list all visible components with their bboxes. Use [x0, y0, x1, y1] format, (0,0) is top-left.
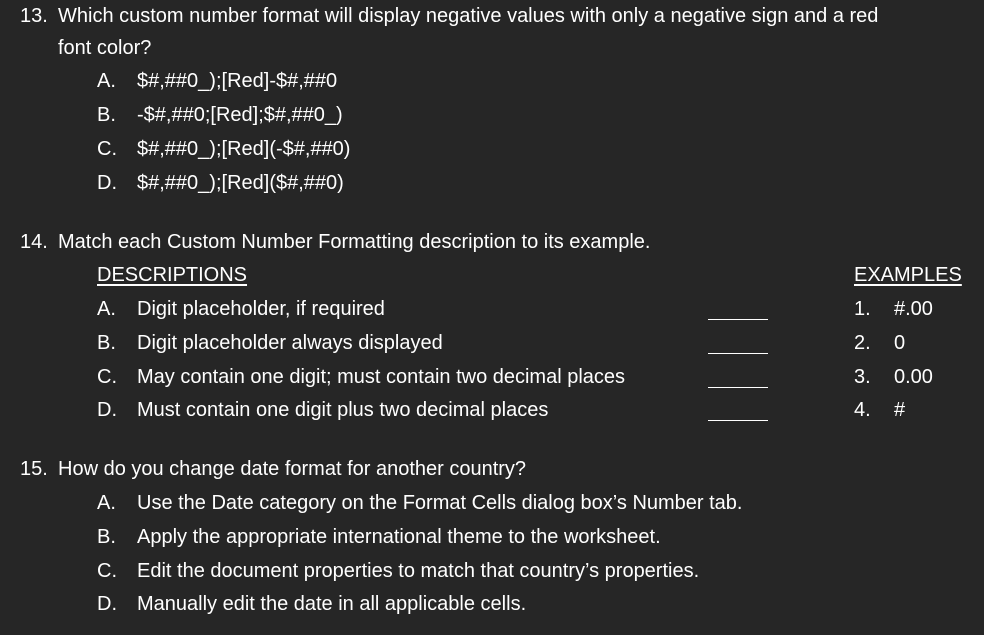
answer-blank-b[interactable] — [708, 353, 768, 354]
description-text: Digit placeholder always displayed — [137, 332, 443, 354]
option-letter: B. — [97, 526, 116, 548]
q15-option-b — [97, 524, 661, 550]
answer-blank-c[interactable] — [708, 387, 768, 388]
example-number: 4. — [854, 399, 871, 421]
q13-option-b — [97, 102, 343, 128]
example-text: # — [894, 399, 906, 421]
answer-blank-d[interactable] — [708, 420, 768, 421]
option-text: Apply the appropriate international theme to the worksheet. — [137, 526, 661, 548]
option-letter: C. — [97, 138, 117, 160]
description-letter: D. — [97, 399, 117, 421]
option-text: $#,##0_);[Red]-$#,##0 — [137, 70, 338, 92]
option-text: Use the Date category on the Format Cells dialog box’s Number tab. — [137, 492, 743, 514]
answer-blank-a[interactable] — [708, 319, 768, 320]
q14-question: Match each Custom Number Formatting description to its example. — [58, 231, 651, 253]
q13-option-d — [97, 170, 344, 196]
option-letter: C. — [97, 560, 117, 582]
description-letter: A. — [97, 298, 116, 320]
description-letter: C. — [97, 366, 117, 388]
description-text: Must contain one digit plus two decimal places — [137, 399, 549, 421]
option-letter: B. — [97, 104, 116, 126]
q13-option-c — [97, 136, 350, 162]
option-text: Manually edit the date in all applicable cells. — [137, 593, 527, 615]
q14-description-c — [97, 364, 625, 390]
descriptions-header: DESCRIPTIONS — [97, 264, 248, 286]
q15-option-c — [97, 558, 699, 584]
q14-description-d — [97, 397, 548, 423]
option-text: -$#,##0;[Red];$#,##0_) — [137, 104, 343, 126]
option-letter: A. — [97, 70, 116, 92]
q14-example-4 — [854, 397, 905, 423]
q13-option-a — [97, 68, 337, 94]
example-number: 2. — [854, 332, 871, 354]
q14-description-b — [97, 330, 443, 356]
description-text: May contain one digit; must contain two decimal places — [137, 366, 626, 388]
q15-option-d — [97, 591, 526, 617]
q15-number: 15. — [20, 458, 48, 480]
example-number: 1. — [854, 298, 871, 320]
q15-option-a — [97, 490, 743, 516]
q13-number: 13. — [20, 5, 48, 27]
description-letter: B. — [97, 332, 116, 354]
option-letter: A. — [97, 492, 116, 514]
option-letter: D. — [97, 172, 117, 194]
q14-description-a — [97, 296, 385, 322]
option-letter: D. — [97, 593, 117, 615]
examples-header: EXAMPLES — [854, 264, 962, 286]
q13-question-line2: font color? — [58, 37, 152, 59]
q14-example-3 — [854, 364, 933, 390]
q14-number: 14. — [20, 231, 48, 253]
q15-question: How do you change date format for another country? — [58, 458, 527, 480]
example-text: 0 — [894, 332, 906, 354]
option-text: Edit the document properties to match that country’s properties. — [137, 560, 700, 582]
q14-example-2 — [854, 330, 905, 356]
q13-question-line1: Which custom number format will display negative values with only a negative sign and a red — [58, 5, 879, 27]
option-text: $#,##0_);[Red]($#,##0) — [137, 172, 344, 194]
q14-example-1 — [854, 296, 933, 322]
example-number: 3. — [854, 366, 871, 388]
description-text: Digit placeholder, if required — [137, 298, 385, 320]
example-text: #.00 — [894, 298, 933, 320]
option-text: $#,##0_);[Red](-$#,##0) — [137, 138, 351, 160]
example-text: 0.00 — [894, 366, 933, 388]
